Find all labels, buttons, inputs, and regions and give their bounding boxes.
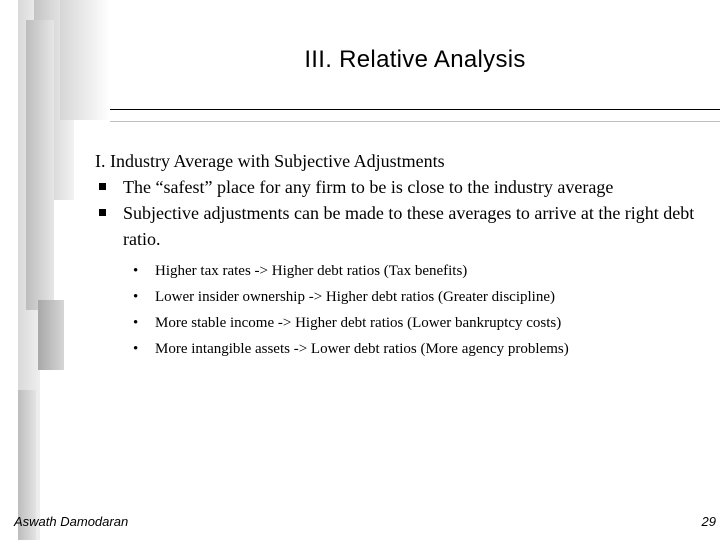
slide-title: III. Relative Analysis xyxy=(304,46,526,73)
square-bullet-icon xyxy=(99,209,106,216)
bullet-list xyxy=(95,174,700,252)
dot-bullet-icon: • xyxy=(133,315,139,331)
title-divider xyxy=(110,109,720,110)
list-item xyxy=(131,258,700,284)
decorative-bar xyxy=(38,300,64,370)
sub-bullet-list xyxy=(95,258,700,362)
slide-body xyxy=(95,148,700,362)
dot-bullet-icon: • xyxy=(133,341,139,357)
square-bullet-icon xyxy=(99,183,106,190)
sub-bullet-text: Higher tax rates -> Higher debt ratios (Tax benefits) xyxy=(155,263,468,279)
list-item xyxy=(131,284,700,310)
dot-bullet-icon: • xyxy=(133,263,139,279)
bullet-text: The “safest” place for any firm to be is close to the industry average xyxy=(123,177,614,197)
section-heading: I. Industry Average with Subjective Adjustments xyxy=(95,151,445,171)
title-divider-shadow xyxy=(110,121,720,122)
decorative-bar xyxy=(60,0,110,120)
footer-author: Aswath Damodaran xyxy=(14,514,129,529)
decorative-bar xyxy=(26,20,54,310)
sub-bullet-text: Lower insider ownership -> Higher debt ratios (Greater discipline) xyxy=(155,289,555,305)
sub-bullet-text: More intangible assets -> Lower debt ratios (More agency problems) xyxy=(155,341,569,357)
page-number: 29 xyxy=(701,514,716,529)
list-item xyxy=(95,200,700,252)
decorative-side-bars xyxy=(0,0,110,540)
bullet-text: Subjective adjustments can be made to these averages to arrive at the right debt ratio. xyxy=(123,203,695,249)
list-item xyxy=(131,310,700,336)
list-item xyxy=(95,174,700,200)
dot-bullet-icon: • xyxy=(133,289,139,305)
list-item xyxy=(131,336,700,362)
sub-bullet-text: More stable income -> Higher debt ratios (Lower bankruptcy costs) xyxy=(155,315,562,331)
